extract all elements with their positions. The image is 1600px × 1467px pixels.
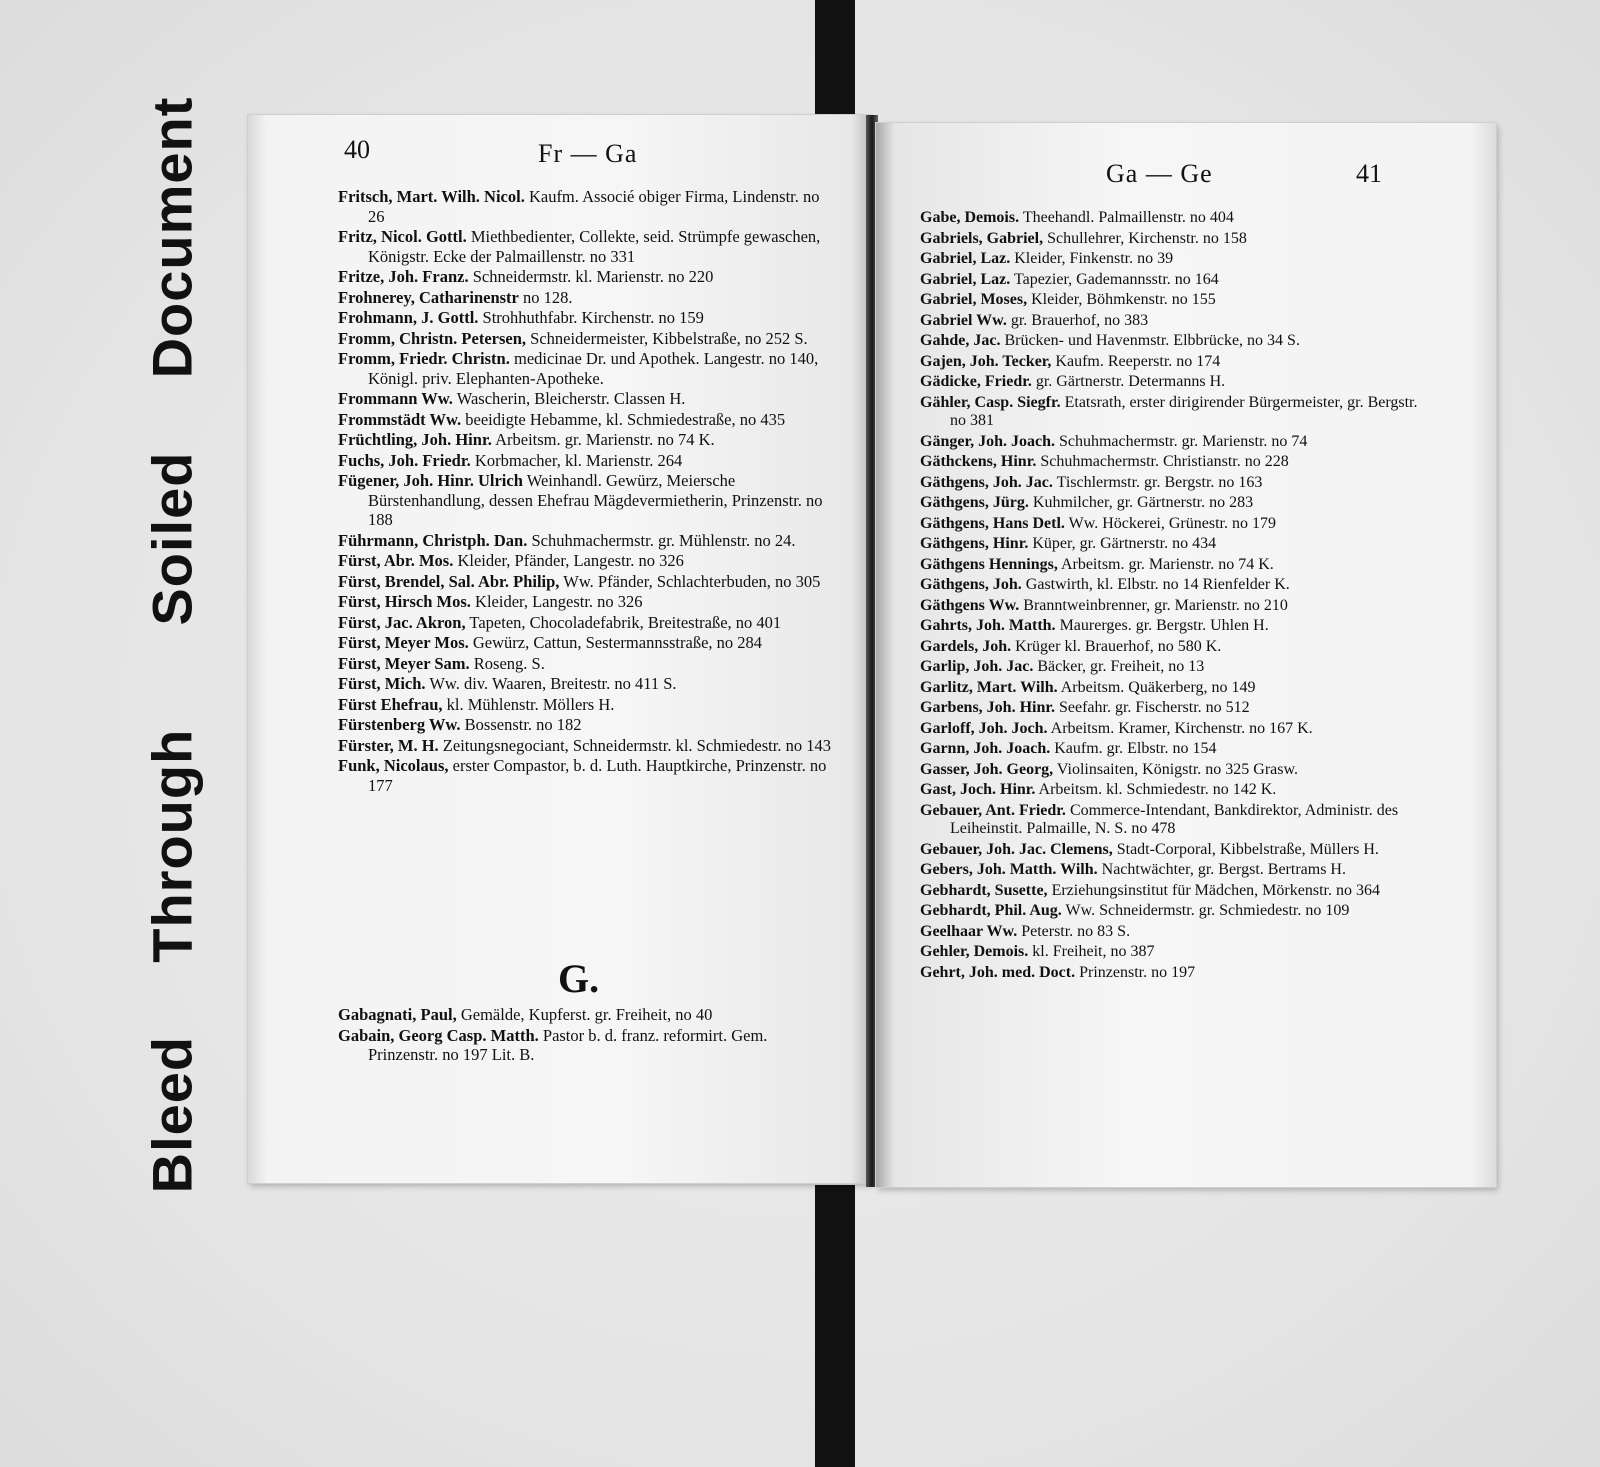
directory-entry [920, 679, 1430, 698]
directory-entry [920, 802, 1430, 839]
entry-name: Fürst, Jac. Akron, [338, 612, 466, 632]
entry-detail: Tapeten, Chocoladefabrik, Breitestraße, no 401 [469, 612, 782, 632]
side-label-word: Through [140, 728, 204, 963]
directory-entry [338, 572, 838, 592]
entry-name: Gehler, Demois. [920, 943, 1029, 960]
directory-entry [920, 781, 1430, 800]
directory-entry [338, 187, 838, 226]
entry-detail: Küper, gr. Gärtnerstr. no 434 [1032, 535, 1217, 552]
directory-entry [920, 923, 1430, 942]
entry-detail: Zeitungsnegociant, Schneidermstr. kl. Schmiedestr. no 143 [442, 735, 831, 755]
entry-name: Gäthgens Hennings, [920, 555, 1058, 573]
entry-name: Gäthgens, Jürg. [920, 494, 1029, 511]
entry-detail: Branntweinbrenner, gr. Marienstr. no 210 [1023, 596, 1288, 614]
entry-name: Garbens, Joh. Hinr. [920, 699, 1055, 716]
entry-name: Fürst, Meyer Sam. [338, 653, 470, 673]
running-head: Fr — Ga [538, 139, 638, 168]
entry-detail: Schuhmachermstr. gr. Mühlenstr. no 24. [531, 530, 796, 550]
directory-entry [338, 736, 838, 756]
entry-name: Gädicke, Friedr. [920, 373, 1032, 390]
entry-name: Frommann Ww. [338, 389, 453, 408]
entry-detail: gr. Gärtnerstr. Determanns H. [1035, 373, 1226, 390]
directory-entry [338, 531, 838, 551]
entry-name: Früchtling, Joh. Hinr. [338, 430, 492, 449]
entry-detail: Theehandl. Palmaillenstr. no 404 [1022, 209, 1234, 226]
entry-detail: Schuhmachermstr. gr. Marienstr. no 74 [1058, 432, 1308, 450]
entry-detail: Schneidermeister, Kibbelstraße, no 252 S. [530, 328, 808, 348]
entry-detail: Schneidermstr. kl. Marienstr. no 220 [472, 267, 714, 286]
entry-detail: kl. Freiheit, no 387 [1032, 943, 1155, 960]
directory-entry [338, 1005, 838, 1025]
directory-entry [920, 699, 1430, 718]
entry-name: Führmann, Christph. Dan. [338, 530, 528, 550]
entry-detail: Strohhuthfabr. Kirchenstr. no 159 [482, 308, 704, 327]
entry-name: Fürst, Brendel, Sal. Abr. Philip, [338, 571, 560, 591]
directory-entry [338, 551, 838, 571]
entry-detail: Erziehungsinstitut für Mädchen, Mörkenstr. no 364 [1051, 881, 1380, 899]
entry-name: Garnn, Joh. Joach. [920, 740, 1051, 757]
side-label [132, 96, 212, 1194]
entry-name: Gehrt, Joh. med. Doct. [920, 963, 1076, 981]
running-head: Ga — Ge [1106, 159, 1213, 188]
directory-entry [920, 638, 1430, 657]
side-label-word: Bleed [140, 1035, 204, 1194]
entry-name: Fromm, Friedr. Christn. [338, 349, 510, 368]
directory-entry [920, 353, 1430, 372]
directory-entry [338, 267, 838, 287]
directory-entry [338, 695, 838, 715]
entry-name: Fromm, Christn. Petersen, [338, 328, 527, 348]
directory-entry [338, 715, 838, 735]
entry-name: Gebhardt, Susette, [920, 881, 1048, 899]
entry-detail: Kaufm. Associé obiger Firma, Lindenstr. no 26 [368, 187, 820, 226]
entry-detail: Stadt-Corporal, Kibbelstraße, Müllers H. [1116, 840, 1379, 858]
entry-name: Gebauer, Joh. Jac. Clemens, [920, 840, 1113, 858]
directory-entry [920, 841, 1430, 860]
spine-strip-bottom [815, 1185, 855, 1467]
directory-entry [920, 617, 1430, 636]
directory-entry [920, 332, 1430, 351]
page-number: 41 [1356, 159, 1382, 188]
entry-name: Frommstädt Ww. [338, 409, 462, 429]
entry-detail: Kuhmilcher, gr. Gärtnerstr. no 283 [1032, 494, 1254, 511]
directory-entry [338, 227, 838, 266]
entry-name: Gäthgens, Hinr. [920, 535, 1029, 552]
directory-entry [338, 389, 838, 409]
directory-entry [338, 592, 838, 612]
entry-name: Gabe, Demois. [920, 209, 1020, 226]
entry-name: Gäthgens, Joh. [920, 576, 1022, 593]
directory-entry [338, 633, 838, 653]
directory-entry [920, 964, 1430, 983]
entry-name: Fürst, Hirsch Mos. [338, 592, 471, 611]
entry-detail: Weinhandl. Gewürz, Meiersche Bürstenhandlung, dessen Ehefrau Mägdevermietherin, Prinzenstr. no 188 [368, 471, 823, 529]
entry-detail: Kleider, Pfänder, Langestr. no 326 [457, 551, 684, 570]
directory-entry [338, 674, 838, 694]
directory-entry [920, 494, 1430, 513]
entry-detail: Korbmacher, kl. Marienstr. 264 [474, 450, 683, 470]
directory-entry [920, 433, 1430, 452]
entry-name: Fritsch, Mart. Wilh. Nicol. [338, 187, 525, 206]
entry-name: Gajen, Joh. Tecker, [920, 352, 1052, 370]
directory-entry [338, 471, 838, 530]
directory-entry [920, 556, 1430, 575]
entry-detail: Kaufm. Reeperstr. no 174 [1055, 352, 1221, 370]
entry-detail: Kleider, Langestr. no 326 [475, 592, 643, 611]
entry-detail: Arbeitsm. gr. Marienstr. no 74 K. [495, 430, 715, 449]
entry-detail: Peterstr. no 83 S. [1021, 922, 1131, 940]
entry-detail: Gewürz, Cattun, Sestermannsstraße, no 284 [472, 633, 763, 652]
directory-entry [920, 658, 1430, 677]
entry-detail: Tischlermstr. gr. Bergstr. no 163 [1056, 473, 1263, 491]
section-letter: G. [558, 956, 600, 1001]
entry-detail: Kaufm. gr. Elbstr. no 154 [1054, 740, 1217, 757]
entry-detail: Ww. Pfänder, Schlachterbuden, no 305 [563, 571, 821, 591]
entry-name: Fürstenberg Ww. [338, 715, 461, 734]
directory-entry [920, 394, 1430, 431]
entry-name: Gabriel, Laz. [920, 250, 1011, 267]
entry-detail: Gemälde, Kupferst. gr. Freiheit, no 40 [460, 1005, 713, 1024]
directory-entry [920, 209, 1430, 228]
entry-name: Fürster, M. H. [338, 735, 439, 755]
entry-detail: Bäcker, gr. Freiheit, no 13 [1037, 658, 1205, 675]
directory-entry [920, 861, 1430, 880]
directory-entry [920, 535, 1430, 554]
entry-name: Fritze, Joh. Franz. [338, 267, 469, 286]
entry-name: Fürst Ehefrau, [338, 694, 443, 714]
entry-detail: Kleider, Böhmkenstr. no 155 [1031, 291, 1216, 308]
page-number: 40 [344, 135, 370, 164]
entry-name: Fürst, Abr. Mos. [338, 551, 454, 570]
entry-name: Garlitz, Mart. Wilh. [920, 678, 1058, 696]
side-label-word: Soiled [140, 451, 204, 626]
directory-entry [338, 1026, 838, 1065]
entry-detail: Bossenstr. no 182 [464, 715, 582, 734]
entry-detail: beeidigte Hebamme, kl. Schmiedestraße, no 435 [465, 409, 786, 429]
directory-entry [920, 576, 1430, 595]
directory-entry [920, 720, 1430, 739]
directory-entry [920, 373, 1430, 392]
entry-detail: Ww. Schneidermstr. gr. Schmiedestr. no 109 [1065, 902, 1350, 919]
entry-name: Funk, Nicolaus, [338, 756, 449, 775]
entry-detail: Schullehrer, Kirchenstr. no 158 [1047, 229, 1247, 247]
directory-entry [338, 451, 838, 471]
entry-detail: Krüger kl. Brauerhof, no 580 K. [1015, 637, 1222, 655]
entry-detail: Nachtwächter, gr. Bergst. Bertrams H. [1101, 861, 1346, 878]
entry-name: Gast, Joch. Hinr. [920, 781, 1036, 798]
entry-name: Fürst, Mich. [338, 674, 426, 693]
directory-entry [338, 410, 838, 430]
entry-detail: Wascherin, Bleicherstr. Classen H. [456, 389, 686, 408]
entry-name: Fuchs, Joh. Friedr. [338, 450, 471, 470]
directory-entry [338, 654, 838, 674]
directory-entry [920, 740, 1430, 759]
entry-name: Gäthgens, Joh. Jac. [920, 473, 1053, 491]
entry-name: Garloff, Joh. Joch. [920, 719, 1048, 737]
entry-detail: Pastor b. d. franz. reformirt. Gem. Prinzenstr. no 197 Lit. B. [368, 1025, 768, 1064]
directory-entries [920, 209, 1430, 984]
entry-name: Gähler, Casp. Siegfr. [920, 393, 1061, 411]
entry-name: Frohmann, J. Gottl. [338, 308, 479, 327]
directory-entry [338, 756, 838, 795]
entry-name: Gabagnati, Paul, [338, 1005, 457, 1024]
directory-entry [338, 349, 838, 388]
side-label-word: Document [140, 96, 204, 379]
entry-name: Gasser, Joh. Georg, [920, 760, 1054, 778]
entry-detail: Tapezier, Gademannsstr. no 164 [1013, 270, 1219, 288]
directory-entry [338, 308, 838, 328]
directory-entries [338, 187, 838, 796]
entry-name: Gabriel, Laz. [920, 270, 1011, 288]
entry-name: Gahrts, Joh. Matth. [920, 617, 1056, 634]
entry-detail: Arbeitsm. kl. Schmiedestr. no 142 K. [1038, 781, 1277, 798]
directory-entry [920, 474, 1430, 493]
entry-detail: Arbeitsm. Kramer, Kirchenstr. no 167 K. [1050, 719, 1313, 737]
entry-name: Gebauer, Ant. Friedr. [920, 801, 1066, 819]
entry-detail: Etatsrath, erster dirigirender Bürgermeister, gr. Bergstr. no 381 [950, 393, 1418, 429]
directory-entry [920, 902, 1430, 921]
entry-name: Gäthgens, Hans Detl. [920, 514, 1065, 532]
directory-entry [920, 271, 1430, 290]
entry-name: Frohnerey, Catharinenstr [338, 287, 519, 307]
left-page [248, 115, 870, 1183]
directory-entry [920, 453, 1430, 472]
entry-name: Geelhaar Ww. [920, 922, 1018, 940]
entry-name: Gebers, Joh. Matth. Wilh. [920, 861, 1098, 878]
entry-detail: Maurerges. gr. Bergstr. Uhlen H. [1059, 617, 1269, 634]
entry-name: Fügener, Joh. Hinr. Ulrich [338, 471, 523, 490]
entry-detail: Miethbedienter, Collekte, seid. Strümpfe gewaschen, Königstr. Ecke der Palmaillenstr. no 331 [368, 227, 821, 266]
directory-entry [338, 613, 838, 633]
entry-name: Gardels, Joh. [920, 637, 1012, 655]
entry-detail: erster Compastor, b. d. Luth. Hauptkirche, Prinzenstr. no 177 [368, 756, 827, 795]
entry-name: Gabriel Ww. [920, 311, 1007, 329]
entry-detail: Commerce-Intendant, Bankdirektor, Administr. des Leiheinstit. Palmaille, N. S. no 478 [950, 801, 1399, 837]
entry-detail: Arbeitsm. Quäkerberg, no 149 [1060, 678, 1256, 696]
directory-entry [920, 250, 1430, 269]
entry-name: Gabriels, Gabriel, [920, 229, 1044, 247]
entry-name: Fritz, Nicol. Gottl. [338, 227, 467, 246]
entry-detail: Seefahr. gr. Fischerstr. no 512 [1059, 699, 1250, 716]
entry-detail: Brücken- und Havenmstr. Elbbrücke, no 34 S. [1004, 332, 1300, 349]
entry-detail: Gastwirth, kl. Elbstr. no 14 Rienfelder K. [1025, 576, 1290, 593]
entry-detail: Violinsaiten, Königstr. no 325 Grasw. [1056, 760, 1298, 778]
entry-name: Gabain, Georg Casp. Matth. [338, 1025, 539, 1045]
entry-detail: Schuhmachermstr. Christianstr. no 228 [1040, 453, 1289, 470]
directory-entry [338, 329, 838, 349]
directory-entry [920, 943, 1430, 962]
directory-entry [920, 761, 1430, 780]
directory-entry [920, 597, 1430, 616]
entry-detail: Ww. Höckerei, Grünestr. no 179 [1068, 514, 1276, 532]
entry-name: Gänger, Joh. Joach. [920, 432, 1055, 450]
entry-name: Gebhardt, Phil. Aug. [920, 902, 1062, 919]
entry-name: Gäthgens Ww. [920, 596, 1020, 614]
directory-entry [920, 230, 1430, 249]
entry-name: Gabriel, Moses, [920, 291, 1028, 308]
entry-detail: gr. Brauerhof, no 383 [1010, 311, 1149, 329]
directory-entry [920, 312, 1430, 331]
entry-detail: Roseng. S. [473, 653, 545, 673]
directory-entries-g [338, 1005, 838, 1066]
right-page [876, 123, 1496, 1187]
entry-name: Gäthckens, Hinr. [920, 453, 1037, 470]
entry-detail: kl. Mühlenstr. Möllers H. [446, 694, 615, 714]
entry-name: Garlip, Joh. Jac. [920, 658, 1034, 675]
entry-name: Fürst, Meyer Mos. [338, 633, 469, 652]
entry-detail: medicinae Dr. und Apothek. Langestr. no 140, Königl. priv. Elephanten-Apotheke. [368, 349, 819, 388]
directory-entry [920, 882, 1430, 901]
directory-entry [338, 288, 838, 308]
entry-detail: Kleider, Finkenstr. no 39 [1014, 250, 1174, 267]
directory-entry [920, 515, 1430, 534]
directory-entry [920, 291, 1430, 310]
entry-detail: Prinzenstr. no 197 [1079, 963, 1196, 981]
entry-detail: no 128. [523, 287, 573, 307]
entry-detail: Arbeitsm. gr. Marienstr. no 74 K. [1060, 555, 1274, 573]
directory-entry [338, 430, 838, 450]
entry-name: Gahde, Jac. [920, 332, 1001, 349]
entry-detail: Ww. div. Waaren, Breitestr. no 411 S. [429, 674, 677, 693]
